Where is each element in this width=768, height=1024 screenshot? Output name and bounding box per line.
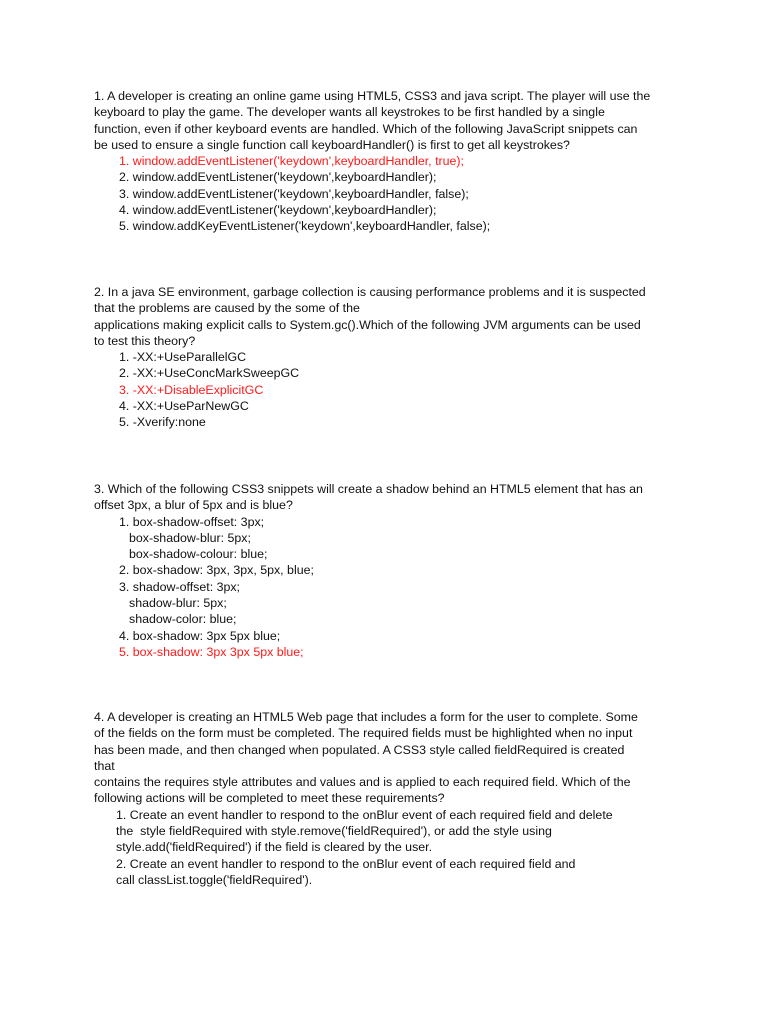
question-4-text-line-2: of the fields on the form must be completed. The required fields must be highlighted when no input: [94, 726, 633, 741]
question-2-option-3-correct-answer: 3. -XX:+DisableExplicitGC: [119, 382, 264, 397]
question-1-option-3: 3. window.addEventListener('keydown',keyboardHandler, false);: [119, 186, 469, 201]
question-3-text-line-2: offset 3px, a blur of 5px and is blue?: [94, 498, 293, 513]
question-1-option-4: 4. window.addEventListener('keydown',keyboardHandler);: [119, 203, 437, 218]
question-3-option-3-line-2: shadow-blur: 5px;: [129, 596, 227, 611]
question-2-option-5: 5. -Xverify:none: [119, 415, 206, 430]
question-1-option-1-correct-answer: 1. window.addEventListener('keydown',keyboardHandler, true);: [119, 154, 464, 169]
question-1-option-2: 2. window.addEventListener('keydown',keyboardHandler);: [119, 170, 437, 185]
question-3-option-3-line-3: shadow-color: blue;: [129, 612, 237, 627]
question-4-text-line-5: contains the requires style attributes and values and is applied to each required field. Which of the: [94, 775, 631, 790]
question-3: [94, 481, 674, 660]
question-4-option-2: 2. Create an event handler to respond to the onBlur event of each required field and: [116, 856, 576, 871]
question-2-option-2: 2. -XX:+UseConcMarkSweepGC: [119, 366, 300, 381]
question-4-text-line-4: that: [94, 758, 115, 773]
question-1-text-line-3: function, even if other keyboard events are handled. Which of the following JavaScript snippets can: [94, 121, 638, 136]
question-4-text-line-3: has been made, and then changed when populated. A CSS3 style called fieldRequired is created: [94, 742, 625, 757]
question-1-text-line-2: keyboard to play the game. The developer wants all keystrokes to be first handled by a single: [94, 105, 605, 120]
question-3-option-3: 3. shadow-offset: 3px;: [119, 579, 240, 594]
question-2-text-line-4: to test this theory?: [94, 333, 196, 348]
question-2-text-line-1: 2. In a java SE environment, garbage collection is causing performance problems and it is suspected: [94, 285, 646, 299]
question-3-option-4: 4. box-shadow: 3px 5px blue;: [119, 628, 281, 643]
question-2: [94, 284, 674, 431]
question-4-text-line-1: 4. A developer is creating an HTML5 Web page that includes a form for the user to complete. Some: [94, 710, 638, 724]
question-1: [94, 88, 674, 235]
question-4: [94, 709, 674, 888]
question-2-option-1: 1. -XX:+UseParallelGC: [119, 350, 247, 365]
question-3-text-line-1: 3. Which of the following CSS3 snippets will create a shadow behind an HTML5 element that has an: [94, 482, 643, 496]
question-3-option-1-line-3: box-shadow-colour: blue;: [129, 547, 268, 562]
question-4-text-line-6: following actions will be completed to meet these requirements?: [94, 791, 445, 806]
question-2-text-line-2: that the problems are caused by the some of the: [94, 301, 360, 316]
question-1-text-line-4: be used to ensure a single function call keyboardHandler() is first to get all keystrokes?: [94, 137, 570, 152]
question-4-option-2-line-2: call classList.toggle('fieldRequired').: [116, 872, 313, 887]
question-1-option-5: 5. window.addKeyEventListener('keydown',keyboardHandler, false);: [119, 219, 491, 234]
question-2-option-4: 4. -XX:+UseParNewGC: [119, 399, 249, 414]
question-2-text-line-3: applications making explicit calls to System.gc().Which of the following JVM arguments can be used: [94, 317, 641, 332]
question-3-option-2: 2. box-shadow: 3px, 3px, 5px, blue;: [119, 563, 314, 578]
question-4-option-1-line-3: style.add('fieldRequired') if the field is cleared by the user.: [116, 840, 433, 855]
question-3-option-5-correct-answer: 5. box-shadow: 3px 3px 5px blue;: [119, 644, 304, 659]
question-3-option-1: 1. box-shadow-offset: 3px;: [119, 514, 265, 529]
question-4-option-1: 1. Create an event handler to respond to the onBlur event of each required field and delete: [116, 807, 613, 822]
question-3-option-1-line-2: box-shadow-blur: 5px;: [129, 530, 251, 545]
question-4-option-1-line-2: the style fieldRequired with style.remove('fieldRequired'), or add the style using: [116, 824, 552, 839]
question-1-text-line-1: 1. A developer is creating an online game using HTML5, CSS3 and java script. The player will use the: [94, 89, 651, 103]
